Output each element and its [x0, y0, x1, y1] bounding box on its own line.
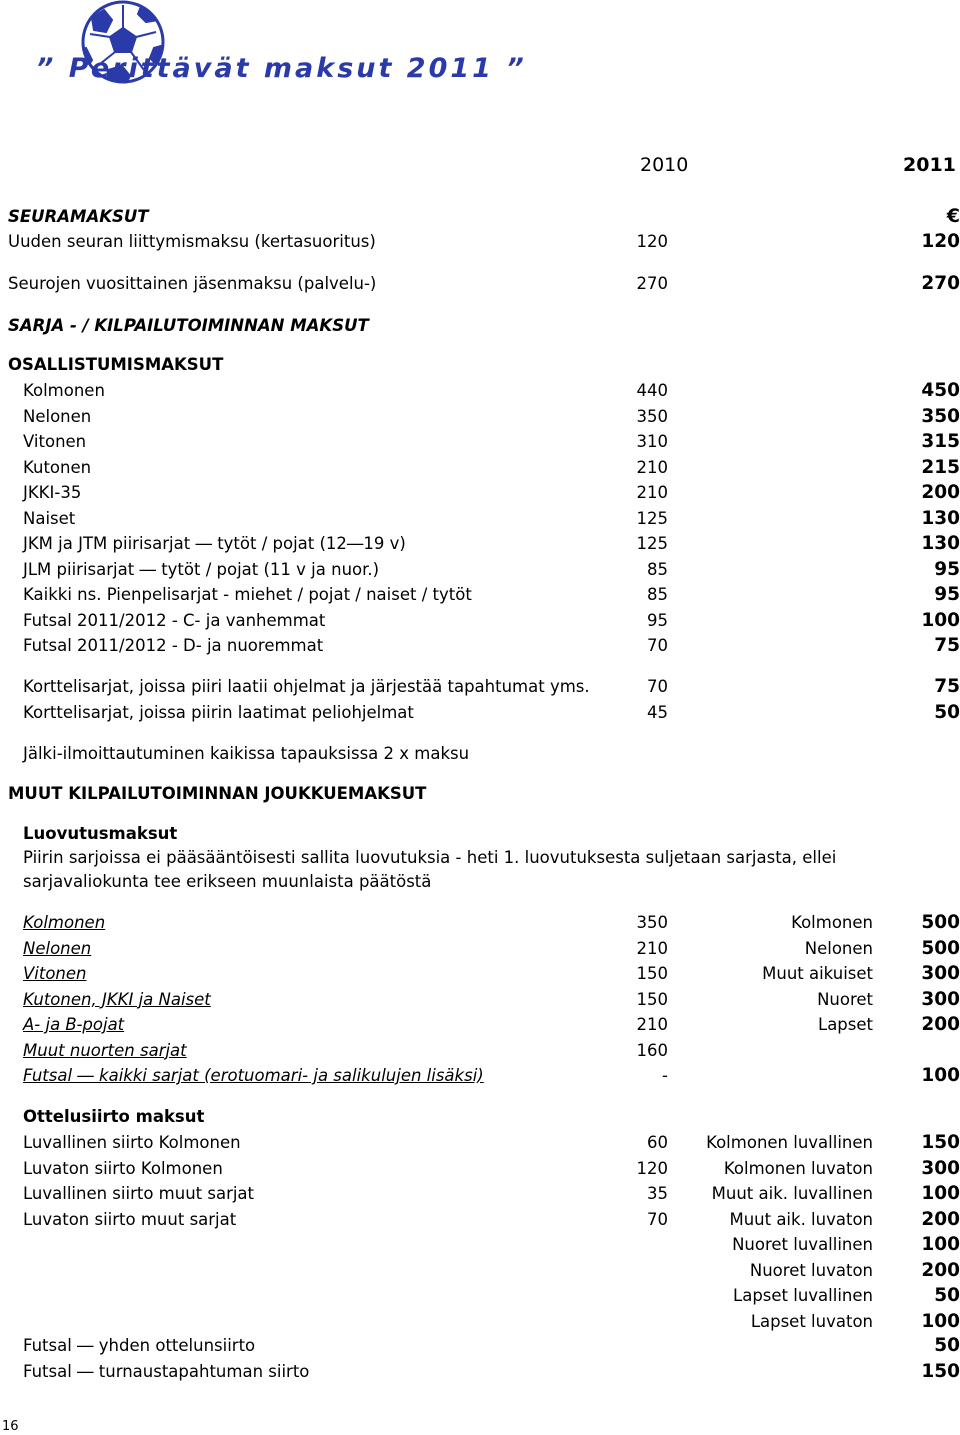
value-2011: 300: [921, 963, 960, 984]
luovutus-label: Futsal ― kaikki sarjat (erotuomari- ja salikulujen lisäksi): [23, 1066, 484, 1085]
value-2011: 300: [921, 988, 960, 1010]
fee-label: Kaikki ns. Pienpelisarjat - miehet / pojat / naiset / tytöt: [23, 585, 472, 604]
value-2011: 50: [934, 702, 960, 723]
value-2011: 120: [921, 231, 960, 252]
siirto-label: Luvallinen siirto Kolmonen: [23, 1133, 241, 1152]
fee-label: Seurojen vuosittainen jäsenmaksu (palvelu-): [8, 274, 377, 293]
fee-label: JLM piirisarjat ― tytöt / pojat (11 v ja nuor.): [23, 559, 380, 579]
value-2010: 210: [636, 483, 668, 502]
fee-label: Kutonen: [23, 457, 92, 477]
fee-label: Korttelisarjat, joissa piiri laatii ohjelmat ja järjestää tapahtumat yms.: [23, 677, 590, 696]
sarja-heading: SARJA - / KILPAILUTOIMINNAN MAKSUT: [8, 316, 369, 335]
value-2010: 210: [636, 457, 668, 477]
value-2011: 100: [921, 1310, 960, 1332]
value-2011: 200: [921, 1014, 960, 1035]
luovutus-label: Vitonen: [23, 964, 87, 983]
value-2010: -: [662, 1066, 668, 1085]
value-2010: 70: [647, 677, 668, 696]
value-2011: 450: [921, 380, 960, 401]
value-2010: 120: [636, 232, 668, 251]
value-2010: 85: [647, 559, 668, 579]
value-2011: 100: [921, 609, 960, 631]
luovutus-category: Lapset: [818, 1015, 873, 1034]
value-2011: 150: [921, 1132, 960, 1153]
value-2010: 270: [636, 274, 668, 293]
value-2011: 150: [921, 1360, 960, 1382]
value-2010: 120: [636, 1158, 668, 1178]
luovutus-label: Kutonen, JKKI ja Naiset: [23, 989, 211, 1009]
late-registration-note: Jälki-ilmoittautuminen kaikissa tapauksissa 2 x maksu: [23, 744, 470, 763]
value-2010: 35: [647, 1184, 668, 1203]
value-2011: 75: [934, 635, 960, 656]
value-2010: 150: [636, 964, 668, 983]
luovutus-label: Nelonen: [23, 938, 92, 958]
page-title: ” Perittävät maksut 2011 ”: [36, 53, 527, 84]
value-2010: 125: [636, 534, 668, 553]
value-2010: 350: [636, 406, 668, 426]
futsal-siirto-label: Futsal ― yhden ottelunsiirto: [23, 1336, 256, 1355]
value-2010: 70: [647, 1209, 668, 1229]
value-2010: 150: [636, 989, 668, 1009]
value-2011: 200: [921, 1259, 960, 1281]
value-2010: 350: [636, 913, 668, 932]
value-2011: 50: [934, 1285, 960, 1306]
siirto-category: Lapset luvallinen: [733, 1286, 873, 1305]
siirto-label: Luvallinen siirto muut sarjat: [23, 1184, 255, 1203]
value-2010: 70: [647, 636, 668, 655]
luovutus-category: Muut aikuiset: [762, 964, 873, 983]
value-2011: 300: [921, 1157, 960, 1179]
fee-label: Vitonen: [23, 432, 87, 451]
fee-label: Naiset: [23, 508, 76, 528]
value-2011: 75: [934, 676, 960, 697]
fee-label: Nelonen: [23, 406, 92, 426]
value-2011: 50: [934, 1335, 960, 1356]
value-2011: 130: [921, 533, 960, 554]
value-2011: 100: [921, 1183, 960, 1204]
value-2010: 160: [636, 1040, 668, 1060]
siirto-heading: Ottelusiirto maksut: [23, 1107, 205, 1126]
siirto-category: Lapset luvaton: [750, 1311, 873, 1331]
value-2010: 95: [647, 610, 668, 630]
value-2011: 100: [921, 1065, 960, 1086]
luovutus-heading: Luovutusmaksut: [23, 824, 178, 843]
value-2010: 125: [636, 508, 668, 528]
value-2010: 310: [636, 432, 668, 451]
value-2011: 95: [934, 584, 960, 605]
value-2010: 45: [647, 703, 668, 722]
fee-label: Uuden seuran liittymismaksu (kertasuoritus): [8, 232, 376, 251]
luovutus-category: Nelonen: [804, 938, 873, 958]
luovutus-text-line2: sarjavaliokunta tee erikseen muunlaista päätöstä: [23, 872, 432, 891]
siirto-category: Muut aik. luvaton: [729, 1209, 873, 1229]
value-2010: 210: [636, 938, 668, 958]
column-header-2011: 2011: [903, 154, 956, 176]
siirto-category: Kolmonen luvaton: [723, 1158, 873, 1178]
luovutus-category: Kolmonen: [791, 913, 873, 932]
seuramaksut-heading: SEURAMAKSUT: [8, 207, 149, 226]
fee-label: Futsal 2011/2012 - C- ja vanhemmat: [23, 610, 326, 630]
value-2010: 210: [636, 1015, 668, 1034]
luovutus-label: Muut nuorten sarjat: [23, 1040, 187, 1060]
fee-label: JKKI-35: [23, 483, 82, 502]
value-2011: 200: [921, 1208, 960, 1230]
value-2011: 130: [921, 507, 960, 529]
value-2011: 95: [934, 558, 960, 580]
value-2011: 350: [921, 405, 960, 427]
luovutus-category: Nuoret: [817, 989, 873, 1009]
futsal-siirto-label: Futsal ― turnaustapahtuman siirto: [23, 1361, 310, 1381]
value-2010: 440: [636, 381, 668, 400]
value-2011: 500: [921, 937, 960, 959]
siirto-category: Kolmonen luvallinen: [706, 1133, 873, 1152]
value-2010: 85: [647, 585, 668, 604]
luovutus-label: Kolmonen: [23, 913, 106, 932]
fee-label: Kolmonen: [23, 381, 105, 400]
siirto-category: Nuoret luvallinen: [732, 1235, 873, 1254]
value-2011: 500: [921, 912, 960, 933]
fee-label: Futsal 2011/2012 - D- ja nuoremmat: [23, 636, 324, 655]
value-2011: 100: [921, 1234, 960, 1255]
column-header-2010: 2010: [640, 154, 689, 176]
muut-heading: MUUT KILPAILUTOIMINNAN JOUKKUEMAKSUT: [8, 784, 427, 803]
osallistumismaksut-heading: OSALLISTUMISMAKSUT: [8, 355, 224, 374]
luovutus-text-line1: Piirin sarjoissa ei pääsääntöisesti sallita luovutuksia - heti 1. luovutuksesta suljetaan sarjasta, ellei: [23, 848, 837, 867]
siirto-label: Luvaton siirto muut sarjat: [23, 1209, 237, 1229]
fee-label: Korttelisarjat, joissa piirin laatimat peliohjelmat: [23, 703, 414, 722]
value-2011: 315: [921, 431, 960, 452]
siirto-category: Nuoret luvaton: [749, 1260, 873, 1280]
value-2011: 215: [921, 456, 960, 478]
fee-label: JKM ja JTM piirisarjat ― tytöt / pojat (12―19 v): [23, 534, 406, 553]
page-number: 16: [2, 1419, 19, 1434]
luovutus-label: A- ja B-pojat: [23, 1015, 125, 1034]
siirto-label: Luvaton siirto Kolmonen: [23, 1158, 223, 1178]
value-2011: 200: [921, 482, 960, 503]
value-2010: 60: [647, 1133, 668, 1152]
siirto-category: Muut aik. luvallinen: [711, 1184, 873, 1203]
value-2011: 270: [921, 273, 960, 294]
euro-symbol: €: [946, 205, 960, 227]
